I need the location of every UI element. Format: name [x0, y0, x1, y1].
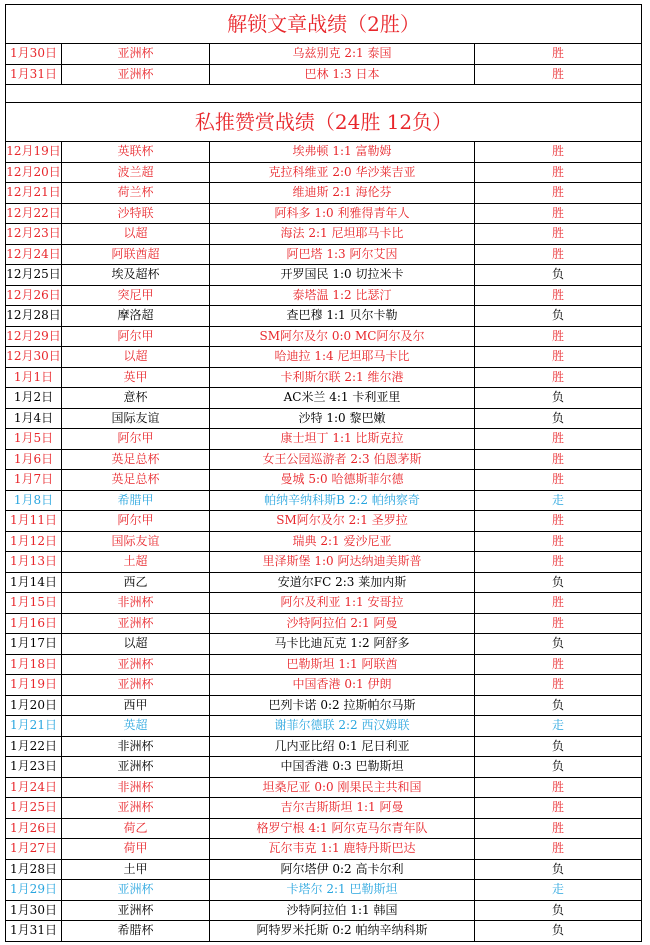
date-cell: 1月24日 — [6, 777, 62, 798]
league-cell: 摩洛超 — [62, 306, 210, 327]
league-cell: 突尼甲 — [62, 285, 210, 306]
date-cell: 1月15日 — [6, 593, 62, 614]
league-cell: 亚洲杯 — [62, 880, 210, 901]
match-cell: AC米兰 4:1 卡利亚里 — [210, 388, 475, 409]
match-cell: 坦桑尼亚 0:0 刚果民主共和国 — [210, 777, 475, 798]
date-cell: 1月31日 — [6, 921, 62, 942]
match-cell: 巴林 1:3 日本 — [210, 64, 475, 85]
match-cell: 埃弗顿 1:1 富勒姆 — [210, 142, 475, 163]
date-cell: 12月20日 — [6, 162, 62, 183]
match-cell: 泰塔温 1:2 比瑟汀 — [210, 285, 475, 306]
record-row — [6, 44, 642, 65]
match-cell: 查巴穆 1:1 贝尔卡勒 — [210, 306, 475, 327]
record-row — [6, 306, 642, 327]
record-row — [6, 818, 642, 839]
date-cell: 1月27日 — [6, 839, 62, 860]
record-row — [6, 531, 642, 552]
result-cell: 负 — [475, 921, 642, 942]
date-cell: 12月19日 — [6, 142, 62, 163]
section1-title: 解锁文章战绩（2胜） — [6, 5, 642, 44]
league-cell: 土甲 — [62, 859, 210, 880]
match-cell: 维迪斯 2:1 海伦芬 — [210, 183, 475, 204]
result-cell: 胜 — [475, 224, 642, 245]
date-cell: 12月28日 — [6, 306, 62, 327]
record-row — [6, 716, 642, 737]
result-cell: 胜 — [475, 449, 642, 470]
date-cell: 1月12日 — [6, 531, 62, 552]
result-cell: 负 — [475, 408, 642, 429]
date-cell: 1月23日 — [6, 757, 62, 778]
league-cell: 以超 — [62, 347, 210, 368]
match-cell: 康士坦丁 1:1 比斯克拉 — [210, 429, 475, 450]
date-cell: 12月30日 — [6, 347, 62, 368]
match-cell: 阿巴塔 1:3 阿尔艾因 — [210, 244, 475, 265]
result-cell: 负 — [475, 634, 642, 655]
result-cell: 胜 — [475, 44, 642, 65]
league-cell: 荷兰杯 — [62, 183, 210, 204]
league-cell: 国际友谊 — [62, 408, 210, 429]
date-cell: 1月7日 — [6, 470, 62, 491]
match-cell: 格罗宁根 4:1 阿尔克马尔青年队 — [210, 818, 475, 839]
league-cell: 英超 — [62, 716, 210, 737]
league-cell: 非洲杯 — [62, 593, 210, 614]
match-cell: 几内亚比绍 0:1 尼日利亚 — [210, 736, 475, 757]
date-cell: 1月16日 — [6, 613, 62, 634]
date-cell: 12月22日 — [6, 203, 62, 224]
record-row — [6, 64, 642, 85]
date-cell: 12月21日 — [6, 183, 62, 204]
match-cell: 阿尔塔伊 0:2 高卡尔利 — [210, 859, 475, 880]
date-cell: 12月25日 — [6, 265, 62, 286]
record-row — [6, 593, 642, 614]
match-cell: 曼城 5:0 哈德斯菲尔德 — [210, 470, 475, 491]
date-cell: 1月29日 — [6, 880, 62, 901]
record-row — [6, 326, 642, 347]
match-cell: 里泽斯堡 1:0 阿达纳迪美斯普 — [210, 552, 475, 573]
record-row — [6, 634, 642, 655]
date-cell: 1月11日 — [6, 511, 62, 532]
result-cell: 胜 — [475, 183, 642, 204]
match-cell: SM阿尔及尔 0:0 MC阿尔及尔 — [210, 326, 475, 347]
result-cell: 负 — [475, 859, 642, 880]
league-cell: 亚洲杯 — [62, 757, 210, 778]
date-cell: 1月26日 — [6, 818, 62, 839]
date-cell: 1月25日 — [6, 798, 62, 819]
league-cell: 国际友谊 — [62, 531, 210, 552]
result-cell: 胜 — [475, 142, 642, 163]
record-row — [6, 203, 642, 224]
result-cell: 胜 — [475, 839, 642, 860]
section2-title: 私推赞赏战绩（24胜 12负） — [6, 103, 642, 142]
date-cell: 1月31日 — [6, 64, 62, 85]
result-cell: 负 — [475, 306, 642, 327]
result-cell: 胜 — [475, 798, 642, 819]
record-row — [6, 839, 642, 860]
league-cell: 亚洲杯 — [62, 798, 210, 819]
date-cell: 12月24日 — [6, 244, 62, 265]
league-cell: 英甲 — [62, 367, 210, 388]
result-cell: 胜 — [475, 593, 642, 614]
date-cell: 1月20日 — [6, 695, 62, 716]
date-cell: 1月1日 — [6, 367, 62, 388]
match-cell: 女王公园巡游者 2:3 伯恩茅斯 — [210, 449, 475, 470]
record-sheet — [5, 4, 641, 942]
result-cell: 负 — [475, 695, 642, 716]
record-row — [6, 798, 642, 819]
league-cell: 阿尔甲 — [62, 326, 210, 347]
league-cell: 非洲杯 — [62, 777, 210, 798]
league-cell: 埃及超杯 — [62, 265, 210, 286]
league-cell: 希腊杯 — [62, 921, 210, 942]
match-cell: 乌兹别克 2:1 泰国 — [210, 44, 475, 65]
record-row — [6, 511, 642, 532]
date-cell: 1月14日 — [6, 572, 62, 593]
date-cell: 12月26日 — [6, 285, 62, 306]
match-cell: 谢菲尔德联 2:2 西汉姆联 — [210, 716, 475, 737]
date-cell: 1月30日 — [6, 900, 62, 921]
result-cell: 胜 — [475, 552, 642, 573]
result-cell: 胜 — [475, 244, 642, 265]
match-cell: 哈迪拉 1:4 尼坦耶马卡比 — [210, 347, 475, 368]
record-row — [6, 244, 642, 265]
league-cell: 亚洲杯 — [62, 654, 210, 675]
result-cell: 胜 — [475, 203, 642, 224]
record-row — [6, 265, 642, 286]
record-row — [6, 880, 642, 901]
record-row — [6, 675, 642, 696]
date-cell: 1月4日 — [6, 408, 62, 429]
match-cell: 卡塔尔 2:1 巴勒斯坦 — [210, 880, 475, 901]
league-cell: 英足总杯 — [62, 470, 210, 491]
league-cell: 阿尔甲 — [62, 429, 210, 450]
match-cell: 巴勒斯坦 1:1 阿联酋 — [210, 654, 475, 675]
date-cell: 12月29日 — [6, 326, 62, 347]
record-row — [6, 449, 642, 470]
section2-title-row — [6, 103, 642, 142]
record-row — [6, 162, 642, 183]
result-cell: 胜 — [475, 162, 642, 183]
record-row — [6, 777, 642, 798]
record-row — [6, 736, 642, 757]
record-row — [6, 408, 642, 429]
date-cell: 1月22日 — [6, 736, 62, 757]
league-cell: 亚洲杯 — [62, 44, 210, 65]
record-row — [6, 388, 642, 409]
match-cell: 沙特阿拉伯 1:1 韩国 — [210, 900, 475, 921]
match-cell: 沙特阿拉伯 2:1 阿曼 — [210, 613, 475, 634]
date-cell: 1月21日 — [6, 716, 62, 737]
league-cell: 荷乙 — [62, 818, 210, 839]
result-cell: 负 — [475, 900, 642, 921]
record-row — [6, 654, 642, 675]
result-cell: 胜 — [475, 531, 642, 552]
date-cell: 1月5日 — [6, 429, 62, 450]
record-row — [6, 572, 642, 593]
league-cell: 英联杯 — [62, 142, 210, 163]
spacer-cell — [6, 85, 642, 103]
league-cell: 荷甲 — [62, 839, 210, 860]
record-row — [6, 859, 642, 880]
record-row — [6, 285, 642, 306]
match-cell: 马卡比迪瓦克 1:2 阿舒多 — [210, 634, 475, 655]
match-cell: 巴列卡诺 0:2 拉斯帕尔马斯 — [210, 695, 475, 716]
result-cell: 胜 — [475, 429, 642, 450]
league-cell: 意杯 — [62, 388, 210, 409]
result-cell: 胜 — [475, 367, 642, 388]
record-row — [6, 429, 642, 450]
date-cell: 1月17日 — [6, 634, 62, 655]
league-cell: 亚洲杯 — [62, 900, 210, 921]
record-row — [6, 757, 642, 778]
match-cell: 阿尔及利亚 1:1 安哥拉 — [210, 593, 475, 614]
record-row — [6, 183, 642, 204]
record-row — [6, 552, 642, 573]
result-cell: 胜 — [475, 654, 642, 675]
result-cell: 走 — [475, 880, 642, 901]
league-cell: 以超 — [62, 224, 210, 245]
league-cell: 希腊甲 — [62, 490, 210, 511]
league-cell: 沙特联 — [62, 203, 210, 224]
result-cell: 负 — [475, 388, 642, 409]
date-cell: 1月19日 — [6, 675, 62, 696]
league-cell: 土超 — [62, 552, 210, 573]
match-cell: 吉尔吉斯斯坦 1:1 阿曼 — [210, 798, 475, 819]
date-cell: 1月28日 — [6, 859, 62, 880]
record-row — [6, 490, 642, 511]
league-cell: 西乙 — [62, 572, 210, 593]
record-row — [6, 900, 642, 921]
match-cell: 中国香港 0:1 伊朗 — [210, 675, 475, 696]
date-cell: 1月6日 — [6, 449, 62, 470]
match-cell: 海法 2:1 尼坦耶马卡比 — [210, 224, 475, 245]
record-row — [6, 367, 642, 388]
league-cell: 波兰超 — [62, 162, 210, 183]
result-cell: 胜 — [475, 777, 642, 798]
match-cell: 卡利斯尔联 2:1 维尔港 — [210, 367, 475, 388]
match-cell: 阿科多 1:0 利雅得青年人 — [210, 203, 475, 224]
result-cell: 胜 — [475, 64, 642, 85]
date-cell: 1月30日 — [6, 44, 62, 65]
record-row — [6, 470, 642, 491]
league-cell: 以超 — [62, 634, 210, 655]
record-row — [6, 347, 642, 368]
result-cell: 胜 — [475, 326, 642, 347]
league-cell: 非洲杯 — [62, 736, 210, 757]
league-cell: 亚洲杯 — [62, 64, 210, 85]
spacer-row — [6, 85, 642, 103]
league-cell: 英足总杯 — [62, 449, 210, 470]
match-cell: 中国香港 0:3 巴勒斯坦 — [210, 757, 475, 778]
result-cell: 胜 — [475, 675, 642, 696]
match-cell: 阿特罗米托斯 0:2 帕纳辛纳科斯 — [210, 921, 475, 942]
result-cell: 走 — [475, 490, 642, 511]
result-cell: 负 — [475, 736, 642, 757]
record-row — [6, 613, 642, 634]
league-cell: 亚洲杯 — [62, 675, 210, 696]
league-cell: 阿尔甲 — [62, 511, 210, 532]
result-cell: 胜 — [475, 347, 642, 368]
date-cell: 1月13日 — [6, 552, 62, 573]
result-cell: 走 — [475, 716, 642, 737]
record-table — [5, 4, 642, 942]
record-row — [6, 142, 642, 163]
match-cell: 瓦尔韦克 1:1 鹿特丹斯巴达 — [210, 839, 475, 860]
result-cell: 负 — [475, 265, 642, 286]
match-cell: 帕纳辛纳科斯B 2:2 帕纳察奇 — [210, 490, 475, 511]
result-cell: 胜 — [475, 470, 642, 491]
section1-title-row — [6, 5, 642, 44]
match-cell: 沙特 1:0 黎巴嫩 — [210, 408, 475, 429]
result-cell: 胜 — [475, 818, 642, 839]
result-cell: 胜 — [475, 511, 642, 532]
result-cell: 胜 — [475, 285, 642, 306]
result-cell: 负 — [475, 572, 642, 593]
record-row — [6, 695, 642, 716]
date-cell: 1月18日 — [6, 654, 62, 675]
match-cell: 克拉科维亚 2:0 华沙莱吉亚 — [210, 162, 475, 183]
date-cell: 1月8日 — [6, 490, 62, 511]
match-cell: 安道尔FC 2:3 莱加内斯 — [210, 572, 475, 593]
record-row — [6, 921, 642, 942]
result-cell: 胜 — [475, 613, 642, 634]
league-cell: 西甲 — [62, 695, 210, 716]
match-cell: 瑞典 2:1 爱沙尼亚 — [210, 531, 475, 552]
date-cell: 12月23日 — [6, 224, 62, 245]
date-cell: 1月2日 — [6, 388, 62, 409]
match-cell: 开罗国民 1:0 切拉米卡 — [210, 265, 475, 286]
match-cell: SM阿尔及尔 2:1 圣罗拉 — [210, 511, 475, 532]
league-cell: 亚洲杯 — [62, 613, 210, 634]
record-row — [6, 224, 642, 245]
result-cell: 负 — [475, 757, 642, 778]
league-cell: 阿联酋超 — [62, 244, 210, 265]
